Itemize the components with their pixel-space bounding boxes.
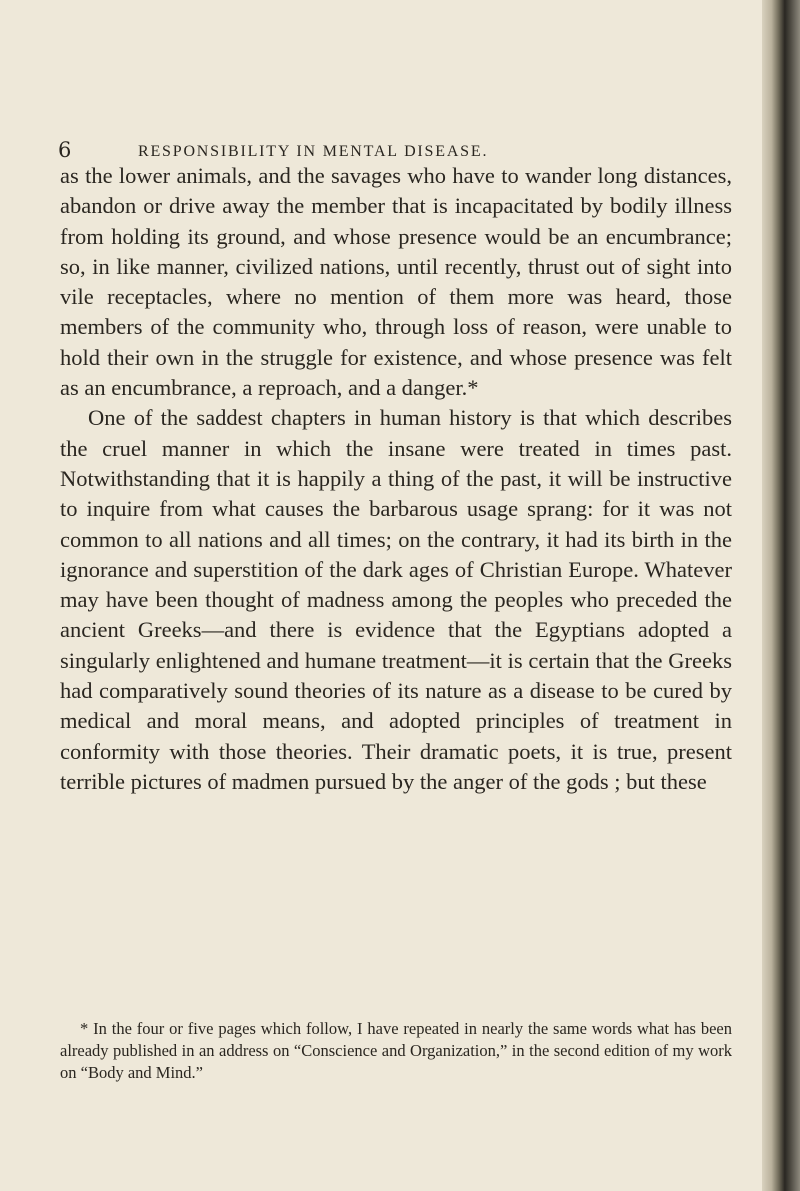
paragraph-2: One of the saddest chapters in human history is that which describes the cruel manner in which the insane were treated in times past. Notwithstanding that it is happily a thing of the past, it will be instructive to inquire from what causes the barbarous usage sprang: for it was not common to all nations and all times; on the contrary, it had its birth in the ignorance and superstition of the dark ages of Christian Europe. Whatever may have been thought of madness among the peoples who preceded the ancient Greeks—and there is evidence that the Egyptians adopted a singularly enlightened and humane treatment—it is certain that the Greeks had comparatively sound theories of its nature as a disease to be cured by medical and moral means, and adopted principles of treatment in conformity with those theories. Their dramatic poets, it is true, present terrible pictures of madmen pursued by the anger of the gods ; but these bbox=[60, 405, 732, 794]
running-head: RESPONSIBILITY IN MENTAL DISEASE. bbox=[138, 143, 489, 160]
paragraph-1: as the lower animals, and the savages who have to wander long distances, abandon or drive away the member that is incapacitated by bodily illness from holding its ground, and whose presence would be an encumbrance; so, in like manner, civilized nations, until recently, thrust out of sight into vile receptacles, where no mention of them more was heard, those members of the community who, through loss of reason, were unable to hold their own in the struggle for existence, and whose presence was felt as an encumbrance, a reproach, and a danger.* bbox=[60, 163, 732, 401]
page-number: 6 bbox=[58, 138, 72, 162]
footnote: * In the four or five pages which follow, I have repeated in nearly the same words what has been already published in an address on “Conscience and Organization,” in the second edition of my work on “Body and Mind.” bbox=[60, 1019, 732, 1082]
body-text bbox=[60, 161, 732, 797]
book-binding-edge bbox=[762, 0, 800, 1191]
